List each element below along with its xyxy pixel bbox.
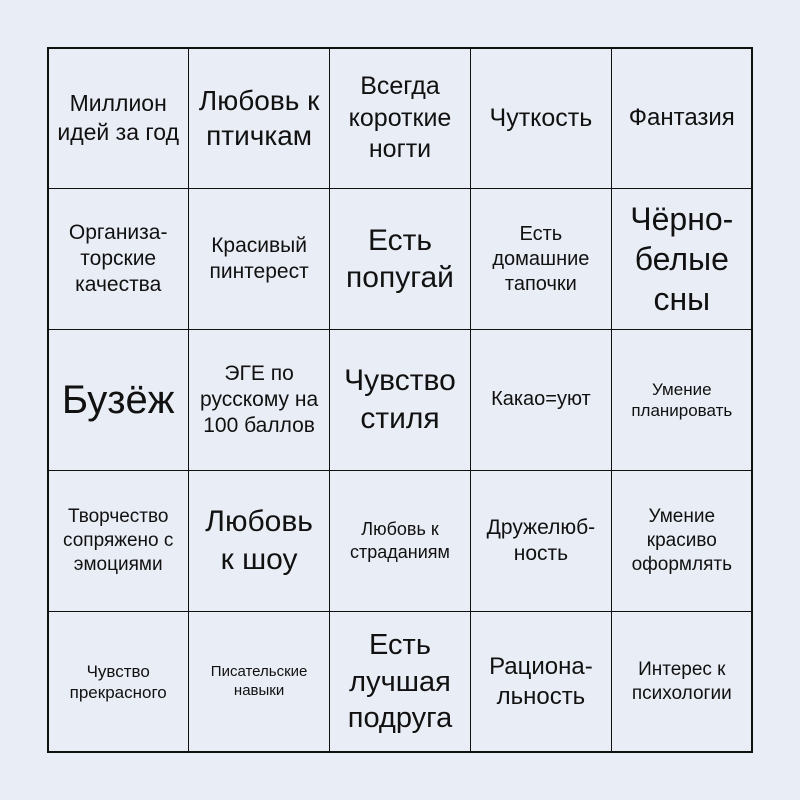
bingo-cell[interactable] [189,49,328,188]
bingo-cell-text: Какао=уют [491,388,591,411]
bingo-cell-text: Интерес к психологии [631,659,732,704]
bingo-cell[interactable] [330,330,469,469]
bingo-cell-text: Чувство прекрасного [69,661,167,702]
bingo-cell[interactable] [471,189,610,328]
bingo-cell[interactable] [189,471,328,610]
bingo-cell[interactable] [330,49,469,188]
bingo-cell[interactable] [612,471,751,610]
bingo-cell[interactable] [49,471,188,610]
bingo-cell[interactable] [612,189,751,328]
bingo-cell[interactable] [471,612,610,751]
bingo-cell-text: Творчество сопряжено с эмоциями [63,506,174,575]
bingo-cell[interactable] [330,189,469,328]
bingo-cell[interactable] [49,49,188,188]
bingo-cell-text: Любовь к страданиям [350,519,450,562]
bingo-cell[interactable] [49,612,188,751]
bingo-cell-text: Умение красиво оформлять [631,506,732,575]
bingo-cell[interactable] [612,612,751,751]
bingo-cell-text: Бузёж [61,377,175,422]
bingo-cell[interactable] [330,612,469,751]
bingo-cell-text: Умение планировать [631,379,733,420]
bingo-cell[interactable] [330,471,469,610]
bingo-board [47,47,753,753]
bingo-cell-text: Дружелюб-ность [486,515,596,565]
bingo-cell-text: Красивый пинтерест [209,233,309,284]
bingo-cell[interactable] [471,471,610,610]
bingo-cell[interactable] [471,49,610,188]
bingo-cell-text: Чёрно-белые сны [630,201,734,318]
bingo-cell[interactable] [49,330,188,469]
bingo-cell-text: Рациона-льность [489,652,593,710]
bingo-cell-text: ЭГЕ по русскому на 100 баллов [200,361,319,438]
bingo-cell-text: Чувство стиля [344,364,456,435]
bingo-cell[interactable] [189,189,328,328]
bingo-cell-text: Любовь к шоу [205,505,313,576]
bingo-cell[interactable] [612,49,751,188]
bingo-cell[interactable] [189,330,328,469]
bingo-cell-text: Любовь к птичкам [198,85,320,152]
bingo-cell-text: Фантазия [628,104,735,132]
bingo-cell-text: Всегда короткие ногти [348,72,452,163]
bingo-cell-text: Есть попугай [346,223,454,295]
bingo-cell-text: Есть лучшая подруга [347,629,453,734]
bingo-cell[interactable] [471,330,610,469]
bingo-cell-text: Писательские навыки [210,663,308,699]
bingo-cell[interactable] [189,612,328,751]
bingo-cell-text: Чуткость [489,103,593,132]
bingo-cell-text: Организа-торские качества [68,220,168,297]
bingo-cell[interactable] [49,189,188,328]
bingo-cell-text: Есть домашние тапочки [492,222,590,295]
bingo-cell[interactable] [612,330,751,469]
bingo-cell-text: Миллион идей за год [57,90,179,146]
